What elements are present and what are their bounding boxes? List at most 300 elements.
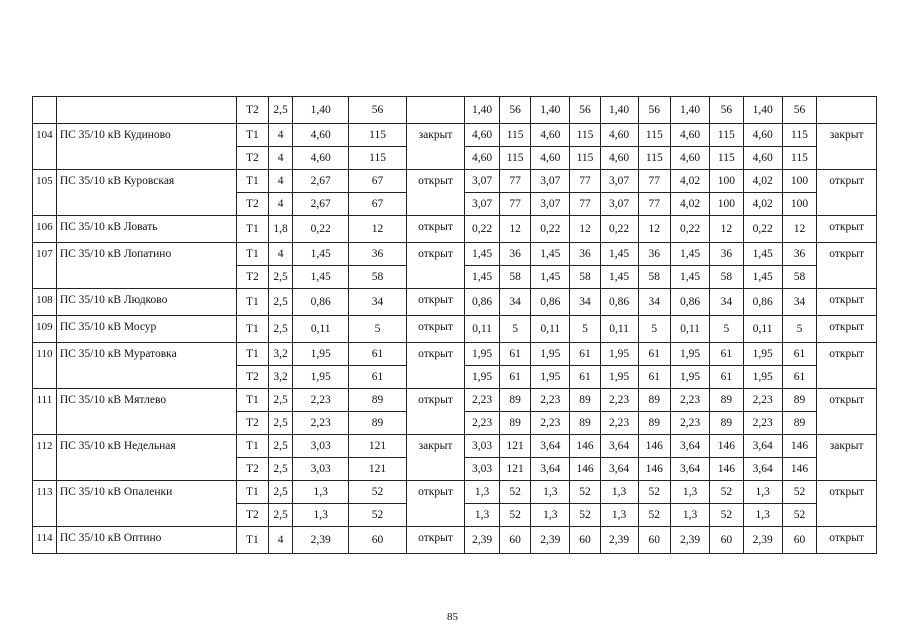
forecast-load-percent: 89 — [638, 412, 671, 435]
forecast-load-value: 4,60 — [600, 147, 638, 170]
forecast-load-percent: 61 — [638, 366, 671, 389]
forecast-load-percent: 115 — [570, 124, 600, 147]
forecast-load-value: 2,23 — [600, 389, 638, 412]
forecast-load-percent: 146 — [710, 435, 744, 458]
forecast-load-percent: 77 — [638, 170, 671, 193]
forecast-load-value: 4,02 — [671, 170, 710, 193]
substation-name: ПС 35/10 кВ Оптино — [56, 527, 236, 554]
forecast-center-status: открыт — [817, 289, 877, 316]
forecast-load-value: 1,45 — [531, 243, 570, 266]
forecast-load-percent: 89 — [499, 412, 530, 435]
forecast-load-value: 2,39 — [600, 527, 638, 554]
actual-load: 3,03 — [293, 435, 349, 458]
forecast-load-value: 2,23 — [465, 389, 500, 412]
table-row — [33, 216, 877, 243]
load-percent: 52 — [349, 481, 406, 504]
forecast-load-value: 1,3 — [600, 504, 638, 527]
forecast-load-value: 3,07 — [600, 170, 638, 193]
actual-load: 1,3 — [293, 481, 349, 504]
forecast-load-value: 0,22 — [531, 216, 570, 243]
forecast-load-percent: 36 — [638, 243, 671, 266]
forecast-load-percent: 12 — [570, 216, 600, 243]
actual-load: 4,60 — [293, 124, 349, 147]
transformer-id: Т1 — [236, 316, 269, 343]
forecast-load-percent: 56 — [499, 97, 530, 124]
center-status: открыт — [406, 389, 465, 435]
forecast-load-percent: 115 — [638, 124, 671, 147]
forecast-load-percent: 34 — [782, 289, 817, 316]
forecast-load-value: 1,3 — [465, 481, 500, 504]
forecast-load-percent: 61 — [499, 343, 530, 366]
forecast-load-percent: 115 — [499, 147, 530, 170]
transformer-id: Т2 — [236, 504, 269, 527]
center-status: закрыт — [406, 435, 465, 481]
forecast-load-value: 4,60 — [743, 147, 782, 170]
forecast-load-value: 0,11 — [600, 316, 638, 343]
transformer-capacity: 2,5 — [269, 504, 293, 527]
actual-load: 1,95 — [293, 366, 349, 389]
forecast-load-value: 2,23 — [671, 412, 710, 435]
forecast-load-value: 4,60 — [465, 124, 500, 147]
forecast-load-value: 1,95 — [743, 343, 782, 366]
transformer-id: Т1 — [236, 343, 269, 366]
forecast-load-percent: 58 — [499, 266, 530, 289]
transformer-id: Т1 — [236, 389, 269, 412]
forecast-load-value: 1,3 — [743, 481, 782, 504]
forecast-load-value: 3,64 — [600, 435, 638, 458]
forecast-load-value: 2,23 — [743, 389, 782, 412]
forecast-load-value: 1,95 — [600, 343, 638, 366]
forecast-load-value: 1,95 — [600, 366, 638, 389]
transformer-capacity: 4 — [269, 170, 293, 193]
transformer-id: Т2 — [236, 97, 269, 124]
transformer-id: Т2 — [236, 366, 269, 389]
forecast-load-value: 2,23 — [743, 412, 782, 435]
center-status: открыт — [406, 170, 465, 216]
forecast-load-value: 1,45 — [465, 266, 500, 289]
forecast-load-percent: 89 — [710, 389, 744, 412]
forecast-load-value: 0,11 — [465, 316, 500, 343]
forecast-load-percent: 58 — [638, 266, 671, 289]
forecast-load-value: 1,40 — [600, 97, 638, 124]
substation-name: ПС 35/10 кВ Мосур — [56, 316, 236, 343]
forecast-load-value: 1,3 — [671, 504, 710, 527]
forecast-load-percent: 100 — [710, 193, 744, 216]
forecast-load-percent: 146 — [710, 458, 744, 481]
forecast-load-percent: 52 — [782, 504, 817, 527]
table-row — [33, 97, 877, 124]
forecast-load-value: 2,23 — [671, 389, 710, 412]
table-row — [33, 170, 877, 193]
forecast-center-status: открыт — [817, 343, 877, 389]
forecast-load-percent: 146 — [782, 435, 817, 458]
forecast-load-value: 2,23 — [600, 412, 638, 435]
table-body — [33, 97, 877, 554]
actual-load: 2,67 — [293, 170, 349, 193]
load-percent: 34 — [349, 289, 406, 316]
forecast-load-percent: 34 — [499, 289, 530, 316]
forecast-load-value: 2,39 — [671, 527, 710, 554]
transformer-id: Т1 — [236, 481, 269, 504]
forecast-load-percent: 58 — [710, 266, 744, 289]
forecast-load-percent: 115 — [499, 124, 530, 147]
forecast-load-value: 3,64 — [531, 435, 570, 458]
forecast-load-percent: 146 — [570, 435, 600, 458]
load-percent: 58 — [349, 266, 406, 289]
forecast-load-percent: 146 — [638, 435, 671, 458]
substation-name: ПС 35/10 кВ Ловать — [56, 216, 236, 243]
forecast-load-value: 0,22 — [671, 216, 710, 243]
forecast-load-value: 3,07 — [465, 193, 500, 216]
forecast-load-percent: 36 — [570, 243, 600, 266]
forecast-load-percent: 52 — [638, 481, 671, 504]
center-status — [406, 97, 465, 124]
transformer-capacity: 3,2 — [269, 366, 293, 389]
actual-load: 2,23 — [293, 389, 349, 412]
forecast-load-percent: 52 — [782, 481, 817, 504]
transformer-capacity: 2,5 — [269, 458, 293, 481]
actual-load: 2,67 — [293, 193, 349, 216]
transformer-capacity: 4 — [269, 527, 293, 554]
actual-load: 2,23 — [293, 412, 349, 435]
forecast-load-percent: 115 — [570, 147, 600, 170]
row-number — [33, 97, 57, 124]
forecast-load-percent: 61 — [710, 343, 744, 366]
row-number: 109 — [33, 316, 57, 343]
load-percent: 115 — [349, 124, 406, 147]
forecast-load-value: 1,40 — [531, 97, 570, 124]
forecast-load-value: 0,86 — [671, 289, 710, 316]
substation-name: ПС 35/10 кВ Кудиново — [56, 124, 236, 170]
forecast-load-percent: 60 — [499, 527, 530, 554]
forecast-load-percent: 89 — [570, 389, 600, 412]
forecast-load-percent: 89 — [710, 412, 744, 435]
table-row — [33, 389, 877, 412]
transformer-id: Т2 — [236, 193, 269, 216]
forecast-load-value: 3,64 — [743, 435, 782, 458]
forecast-load-value: 1,45 — [671, 243, 710, 266]
forecast-load-value: 1,45 — [465, 243, 500, 266]
forecast-load-value: 0,22 — [600, 216, 638, 243]
forecast-load-value: 1,95 — [743, 366, 782, 389]
forecast-load-percent: 5 — [710, 316, 744, 343]
actual-load: 2,39 — [293, 527, 349, 554]
transformer-capacity: 2,5 — [269, 435, 293, 458]
forecast-load-value: 4,02 — [743, 193, 782, 216]
forecast-load-value: 1,40 — [743, 97, 782, 124]
forecast-load-value: 1,95 — [671, 366, 710, 389]
forecast-center-status: открыт — [817, 527, 877, 554]
center-status: закрыт — [406, 124, 465, 170]
load-percent: 115 — [349, 147, 406, 170]
row-number: 106 — [33, 216, 57, 243]
actual-load: 0,11 — [293, 316, 349, 343]
transformer-capacity: 2,5 — [269, 481, 293, 504]
forecast-load-percent: 36 — [710, 243, 744, 266]
forecast-load-value: 1,3 — [531, 481, 570, 504]
substation-name: ПС 35/10 кВ Муратовка — [56, 343, 236, 389]
center-status: открыт — [406, 216, 465, 243]
forecast-load-percent: 12 — [638, 216, 671, 243]
forecast-load-value: 4,60 — [743, 124, 782, 147]
substation-name: ПС 35/10 кВ Людково — [56, 289, 236, 316]
forecast-load-value: 3,64 — [600, 458, 638, 481]
forecast-load-percent: 100 — [782, 193, 817, 216]
actual-load: 0,86 — [293, 289, 349, 316]
forecast-load-percent: 115 — [710, 124, 744, 147]
forecast-load-value: 4,02 — [671, 193, 710, 216]
table-row — [33, 481, 877, 504]
forecast-load-value: 2,23 — [465, 412, 500, 435]
forecast-load-percent: 61 — [570, 366, 600, 389]
forecast-load-percent: 121 — [499, 435, 530, 458]
load-percent: 61 — [349, 343, 406, 366]
load-percent: 5 — [349, 316, 406, 343]
forecast-load-value: 1,40 — [671, 97, 710, 124]
transformer-capacity: 1,8 — [269, 216, 293, 243]
transformer-id: Т2 — [236, 458, 269, 481]
forecast-load-percent: 56 — [710, 97, 744, 124]
forecast-load-percent: 5 — [499, 316, 530, 343]
load-percent: 67 — [349, 193, 406, 216]
table-row — [33, 527, 877, 554]
row-number: 107 — [33, 243, 57, 289]
center-status: открыт — [406, 289, 465, 316]
row-number: 112 — [33, 435, 57, 481]
transformer-capacity: 2,5 — [269, 289, 293, 316]
forecast-load-value: 3,64 — [671, 435, 710, 458]
forecast-load-value: 2,39 — [743, 527, 782, 554]
transformer-id: Т2 — [236, 266, 269, 289]
transformer-capacity: 2,5 — [269, 266, 293, 289]
row-number: 114 — [33, 527, 57, 554]
forecast-load-value: 4,02 — [743, 170, 782, 193]
forecast-load-value: 4,60 — [465, 147, 500, 170]
forecast-load-percent: 56 — [638, 97, 671, 124]
center-status: открыт — [406, 527, 465, 554]
substation-name: ПС 35/10 кВ Лопатино — [56, 243, 236, 289]
row-number: 113 — [33, 481, 57, 527]
table-row — [33, 343, 877, 366]
forecast-load-percent: 61 — [638, 343, 671, 366]
center-status: открыт — [406, 316, 465, 343]
forecast-load-percent: 52 — [499, 504, 530, 527]
forecast-load-value: 1,45 — [531, 266, 570, 289]
forecast-load-value: 0,11 — [743, 316, 782, 343]
forecast-load-percent: 36 — [499, 243, 530, 266]
transformer-id: Т1 — [236, 243, 269, 266]
table-row — [33, 243, 877, 266]
forecast-center-status: открыт — [817, 481, 877, 527]
forecast-load-value: 1,3 — [600, 481, 638, 504]
forecast-center-status: открыт — [817, 216, 877, 243]
forecast-center-status: закрыт — [817, 435, 877, 481]
forecast-load-percent: 5 — [638, 316, 671, 343]
forecast-load-percent: 52 — [710, 481, 744, 504]
forecast-load-percent: 52 — [710, 504, 744, 527]
substation-name: ПС 35/10 кВ Опаленки — [56, 481, 236, 527]
forecast-load-value: 3,07 — [465, 170, 500, 193]
forecast-load-percent: 58 — [782, 266, 817, 289]
forecast-load-value: 4,60 — [531, 124, 570, 147]
forecast-load-percent: 60 — [710, 527, 744, 554]
transformer-id: Т2 — [236, 412, 269, 435]
forecast-load-value: 1,95 — [671, 343, 710, 366]
forecast-load-percent: 52 — [638, 504, 671, 527]
forecast-load-value: 3,64 — [671, 458, 710, 481]
forecast-load-value: 3,07 — [531, 170, 570, 193]
row-number: 110 — [33, 343, 57, 389]
load-percent: 36 — [349, 243, 406, 266]
forecast-load-percent: 61 — [710, 366, 744, 389]
transformer-capacity: 2,5 — [269, 316, 293, 343]
actual-load: 1,40 — [293, 97, 349, 124]
forecast-load-value: 1,45 — [743, 266, 782, 289]
load-percent: 61 — [349, 366, 406, 389]
transformer-capacity: 4 — [269, 147, 293, 170]
forecast-load-percent: 115 — [782, 124, 817, 147]
forecast-load-value: 2,23 — [531, 412, 570, 435]
forecast-load-value: 2,23 — [531, 389, 570, 412]
transformer-id: Т1 — [236, 435, 269, 458]
substation-name — [56, 97, 236, 124]
forecast-load-value: 4,60 — [600, 124, 638, 147]
row-number: 111 — [33, 389, 57, 435]
forecast-center-status: открыт — [817, 243, 877, 289]
center-status: открыт — [406, 243, 465, 289]
forecast-load-percent: 5 — [782, 316, 817, 343]
row-number: 105 — [33, 170, 57, 216]
forecast-load-percent: 61 — [570, 343, 600, 366]
load-percent: 121 — [349, 435, 406, 458]
transformer-capacity: 4 — [269, 124, 293, 147]
forecast-load-percent: 77 — [638, 193, 671, 216]
table-row — [33, 316, 877, 343]
forecast-load-percent: 5 — [570, 316, 600, 343]
forecast-load-value: 1,45 — [743, 243, 782, 266]
forecast-load-value: 1,45 — [600, 266, 638, 289]
forecast-load-value: 0,11 — [671, 316, 710, 343]
forecast-load-percent: 89 — [782, 389, 817, 412]
forecast-load-percent: 89 — [638, 389, 671, 412]
table-row — [33, 435, 877, 458]
actual-load: 1,45 — [293, 266, 349, 289]
forecast-load-value: 4,60 — [671, 147, 710, 170]
actual-load: 1,45 — [293, 243, 349, 266]
substation-load-table — [32, 96, 877, 598]
load-percent: 89 — [349, 412, 406, 435]
center-status: открыт — [406, 343, 465, 389]
forecast-load-value: 1,45 — [600, 243, 638, 266]
forecast-load-value: 1,3 — [465, 504, 500, 527]
forecast-load-percent: 100 — [710, 170, 744, 193]
load-percent: 121 — [349, 458, 406, 481]
forecast-load-value: 3,64 — [531, 458, 570, 481]
forecast-load-percent: 56 — [570, 97, 600, 124]
forecast-load-percent: 34 — [638, 289, 671, 316]
transformer-capacity: 2,5 — [269, 97, 293, 124]
forecast-load-percent: 12 — [710, 216, 744, 243]
forecast-load-value: 3,03 — [465, 435, 500, 458]
forecast-load-percent: 89 — [782, 412, 817, 435]
actual-load: 1,95 — [293, 343, 349, 366]
load-percent: 89 — [349, 389, 406, 412]
load-percent: 56 — [349, 97, 406, 124]
forecast-load-value: 3,64 — [743, 458, 782, 481]
substation-name: ПС 35/10 кВ Мятлево — [56, 389, 236, 435]
forecast-load-value: 1,40 — [465, 97, 500, 124]
forecast-load-percent: 34 — [570, 289, 600, 316]
forecast-load-percent: 61 — [782, 366, 817, 389]
transformer-id: Т1 — [236, 170, 269, 193]
table-row — [33, 124, 877, 147]
forecast-load-percent: 77 — [499, 193, 530, 216]
forecast-load-percent: 61 — [782, 343, 817, 366]
data-table — [32, 96, 877, 554]
forecast-load-value: 0,86 — [743, 289, 782, 316]
transformer-id: Т1 — [236, 527, 269, 554]
forecast-load-percent: 34 — [710, 289, 744, 316]
forecast-load-value: 2,39 — [465, 527, 500, 554]
forecast-load-percent: 60 — [638, 527, 671, 554]
forecast-load-percent: 60 — [570, 527, 600, 554]
forecast-load-value: 0,86 — [600, 289, 638, 316]
forecast-load-value: 3,03 — [465, 458, 500, 481]
load-percent: 52 — [349, 504, 406, 527]
forecast-load-percent: 77 — [570, 170, 600, 193]
load-percent: 67 — [349, 170, 406, 193]
substation-name: ПС 35/10 кВ Недельная — [56, 435, 236, 481]
transformer-id: Т1 — [236, 289, 269, 316]
load-percent: 12 — [349, 216, 406, 243]
forecast-load-value: 4,60 — [671, 124, 710, 147]
forecast-load-percent: 77 — [570, 193, 600, 216]
forecast-load-percent: 146 — [638, 458, 671, 481]
forecast-load-value: 0,11 — [531, 316, 570, 343]
forecast-load-value: 1,3 — [743, 504, 782, 527]
actual-load: 3,03 — [293, 458, 349, 481]
forecast-load-value: 2,39 — [531, 527, 570, 554]
page-number: 85 — [447, 611, 458, 623]
forecast-load-percent: 115 — [782, 147, 817, 170]
forecast-load-percent: 36 — [782, 243, 817, 266]
row-number: 104 — [33, 124, 57, 170]
forecast-load-value: 0,22 — [743, 216, 782, 243]
forecast-load-percent: 52 — [570, 481, 600, 504]
forecast-load-percent: 77 — [499, 170, 530, 193]
center-status: открыт — [406, 481, 465, 527]
forecast-load-percent: 146 — [570, 458, 600, 481]
forecast-load-percent: 52 — [499, 481, 530, 504]
forecast-load-percent: 56 — [782, 97, 817, 124]
forecast-center-status: закрыт — [817, 124, 877, 170]
forecast-load-percent: 89 — [570, 412, 600, 435]
load-percent: 60 — [349, 527, 406, 554]
forecast-load-value: 0,86 — [531, 289, 570, 316]
forecast-load-value: 1,3 — [671, 481, 710, 504]
forecast-load-value: 0,22 — [465, 216, 500, 243]
actual-load: 1,3 — [293, 504, 349, 527]
forecast-load-percent: 89 — [499, 389, 530, 412]
forecast-load-percent: 115 — [710, 147, 744, 170]
substation-name: ПС 35/10 кВ Куровская — [56, 170, 236, 216]
transformer-capacity: 2,5 — [269, 412, 293, 435]
forecast-load-percent: 12 — [782, 216, 817, 243]
forecast-load-value: 1,95 — [531, 366, 570, 389]
transformer-id: Т2 — [236, 147, 269, 170]
forecast-load-percent: 121 — [499, 458, 530, 481]
row-number: 108 — [33, 289, 57, 316]
